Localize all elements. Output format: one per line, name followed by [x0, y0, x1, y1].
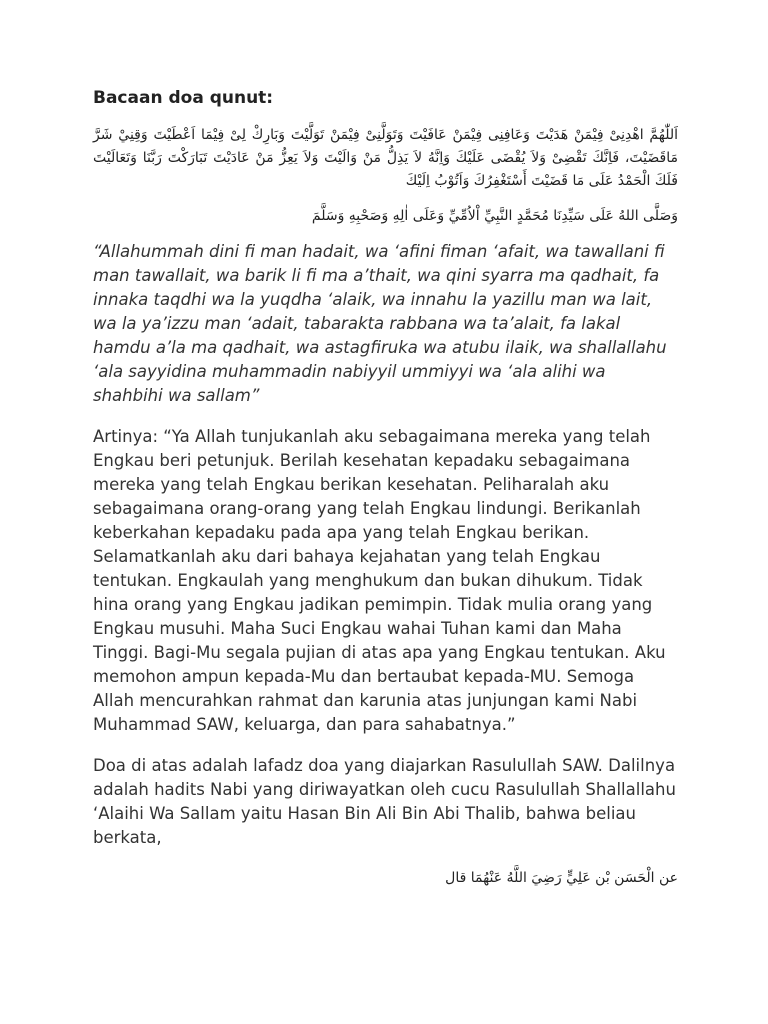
arabic-salawat: وَصَلَّى اللهُ عَلَى سَيِّدِنَا مُحَمَّدٍ النَّبِيِّ اْلاُمِّيِّ وَعَلَى اٰلِهِ وَصَحْبِهِ وَسَلَّمَ: [311, 208, 678, 224]
explanation-paragraph: Doa di atas adalah lafadz doa yang diajarkan Rasulullah SAW. Dalilnya adalah hadits Nabi yang diriwayatkan oleh cucu Rasulullah Shallallahu ‘Alaihi Wa Sallam yaitu Hasan Bin Ali Bin Abi Thalib, bahwa beliau berkata,: [93, 756, 676, 847]
document-page: [93, 86, 678, 902]
transliteration-paragraph: “Allahummah dini fi man hadait, wa ‘afini fiman ‘afait, wa tawallani fi man tawallait, wa barik li fi ma a’thait, wa qini syarra ma qadhait, fa innaka taqdhi wa la yuqdha ‘alaik, wa innahu la yazillu man wa lait, wa la ya’izzu man ‘adait, tabarakta rabbana wa ta’alait, fa lakal hamdu a’la ma qadhait, wa astagfiruka wa atubu ilaik, wa shallallahu ‘ala sayyidina muhammadin nabiyyil ummiyyi wa ‘ala alihi wa shahbihi wa sallam”: [93, 242, 667, 405]
translation-paragraph: Artinya: “Ya Allah tunjukanlah aku sebagaimana mereka yang telah Engkau beri petunjuk. Berilah kesehatan kepadaku sebagaimana mereka yang telah Engkau berikan kesehatan. Peliharalah aku sebagaimana orang-orang yang telah Engkau lindungi. Berikanlah keberkahan kepadaku pada apa yang telah Engkau berikan. Selamatkanlah aku dari bahaya kejahatan yang telah Engkau tentukan. Engkaulah yang menghukum dan bukan dihukum. Tidak hina orang yang Engkau jadikan pemimpin. Tidak mulia orang yang Engkau musuhi. Maha Suci Engkau wahai Tuhan kami dan Maha Tinggi. Bagi-Mu segala pujian di atas apa yang Engkau tentukan. Aku memohon ampun kepada-Mu dan bertaubat kepada-MU. Semoga Allah mencurahkan rahmat dan karunia atas junjungan kami Nabi Muhammad SAW, keluarga, dan para sahabatnya.”: [93, 427, 666, 734]
section-heading: Bacaan doa qunut:: [93, 88, 274, 108]
arabic-hadith-intro: عن الْحَسَن بْن عَلِيٍّ رَضِيَ اللَّهُ عَنْهُمَا قال: [445, 870, 678, 886]
arabic-doa-qunut: اَللّٰهُمَّ اهْدِنِىْ فِيْمَنْ هَدَيْتَ وَعَافِنِى فِيْمَنْ عَافَيْتَ وَتَوَلَّنِىْ فِيْمَنْ تَوَلَّيْتَ وَبَارِكْ لِىْ فِيْمَا اَعْطَيْتَ وَقِنِيْ شَرَّ مَاقَضَيْتَ، فَاِنَّكَ تَقْضِىْ وَلاَ يُقْضَى عَلَيْكَ وَاِنَّهُ لاَ يَذِلُّ مَنْ وَالَيْتَ وَلاَ يَعِزُّ مَنْ عَادَيْتَ تَبَارَكْتَ رَبَّنَا وَتَعَالَيْتَ فَلَكَ الْحَمْدُ عَلَى مَا قَضَيْتَ أَسْتَغْفِرُكَ وَاَتُوْبُ اِلَيْكَ: [93, 127, 678, 189]
